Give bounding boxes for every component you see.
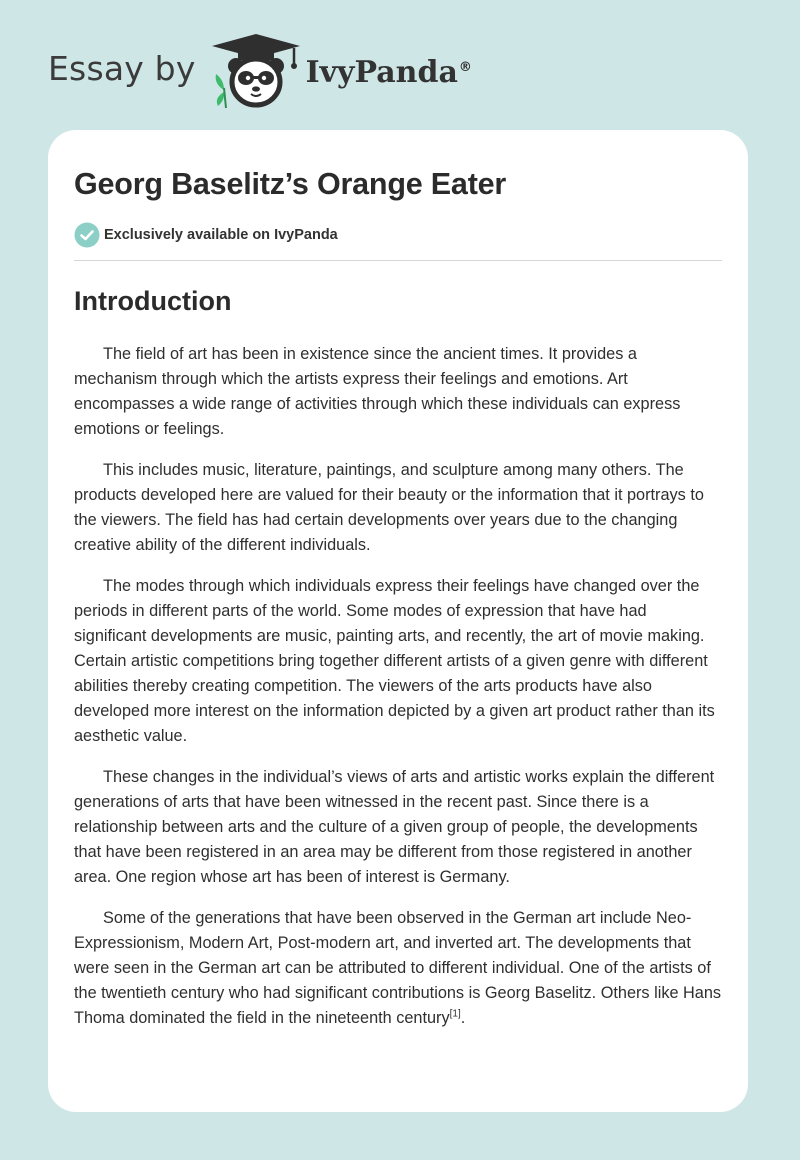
- registered-mark: ®: [458, 59, 472, 75]
- paragraph: The modes through which individuals express their feelings have changed over the periods in different parts of the world. Some modes of expression that have had significant developments are music, painting arts, and recently, the art of movie making. Certain artistic competitions bring together different artists of a given genre with different abilities thereby creating competition. The viewers of the arts products have also developed more interest on the information depicted by a given art product rather than its aesthetic value.: [74, 577, 715, 745]
- essay-body: [74, 342, 722, 1031]
- paragraph: These changes in the individual’s views of arts and artistic works explain the different generations of arts that have been witnessed in the recent past. Since there is a relationship between arts and the culture of a given group of people, the developments that have been registered in an area may be different from those registered in another area. One region whose art has been of interest is Germany.: [74, 768, 715, 886]
- citation-link[interactable]: [1]: [449, 1008, 461, 1020]
- essay-by-label: Essay by: [48, 48, 196, 88]
- page-title: Georg Baselitz’s Orange Eater: [74, 167, 507, 201]
- brand-name: IvyPanda®: [305, 54, 472, 90]
- essay-card: [48, 130, 748, 1112]
- paragraph: This includes music, literature, paintings, and sculpture among many others. The products developed here are valued for their beauty or the information that it portrays to the viewers. The field has had certain developments over years due to the changing creative ability of the different individuals.: [74, 461, 704, 554]
- divider: [74, 260, 722, 261]
- section-heading: Introduction: [74, 286, 232, 316]
- paragraph-text: Some of the generations that have been observed in the German art include Neo-Expressionism, Modern Art, Post-modern art, and inverted art. The developments that were seen in the German art can be attributed to different individual. One of the artists of the twentieth century who had significant contributions is Georg Baselitz. Others like Hans Thoma dominated the field in the nineteenth century: [74, 909, 722, 1027]
- paragraph-last: [74, 906, 722, 1031]
- exclusive-badge-label: Exclusively available on IvyPanda: [104, 227, 338, 243]
- site-header: [48, 30, 472, 110]
- exclusive-badge: [74, 222, 722, 248]
- check-circle-icon: [74, 222, 100, 248]
- panda-graduate-logo-icon: [210, 30, 302, 110]
- paragraph-end: .: [460, 1009, 466, 1027]
- paragraph: The field of art has been in existence since the ancient times. It provides a mechanism through which the artists express their feelings and emotions. Art encompasses a wide range of activities through which these individuals can express emotions or feelings.: [74, 345, 681, 438]
